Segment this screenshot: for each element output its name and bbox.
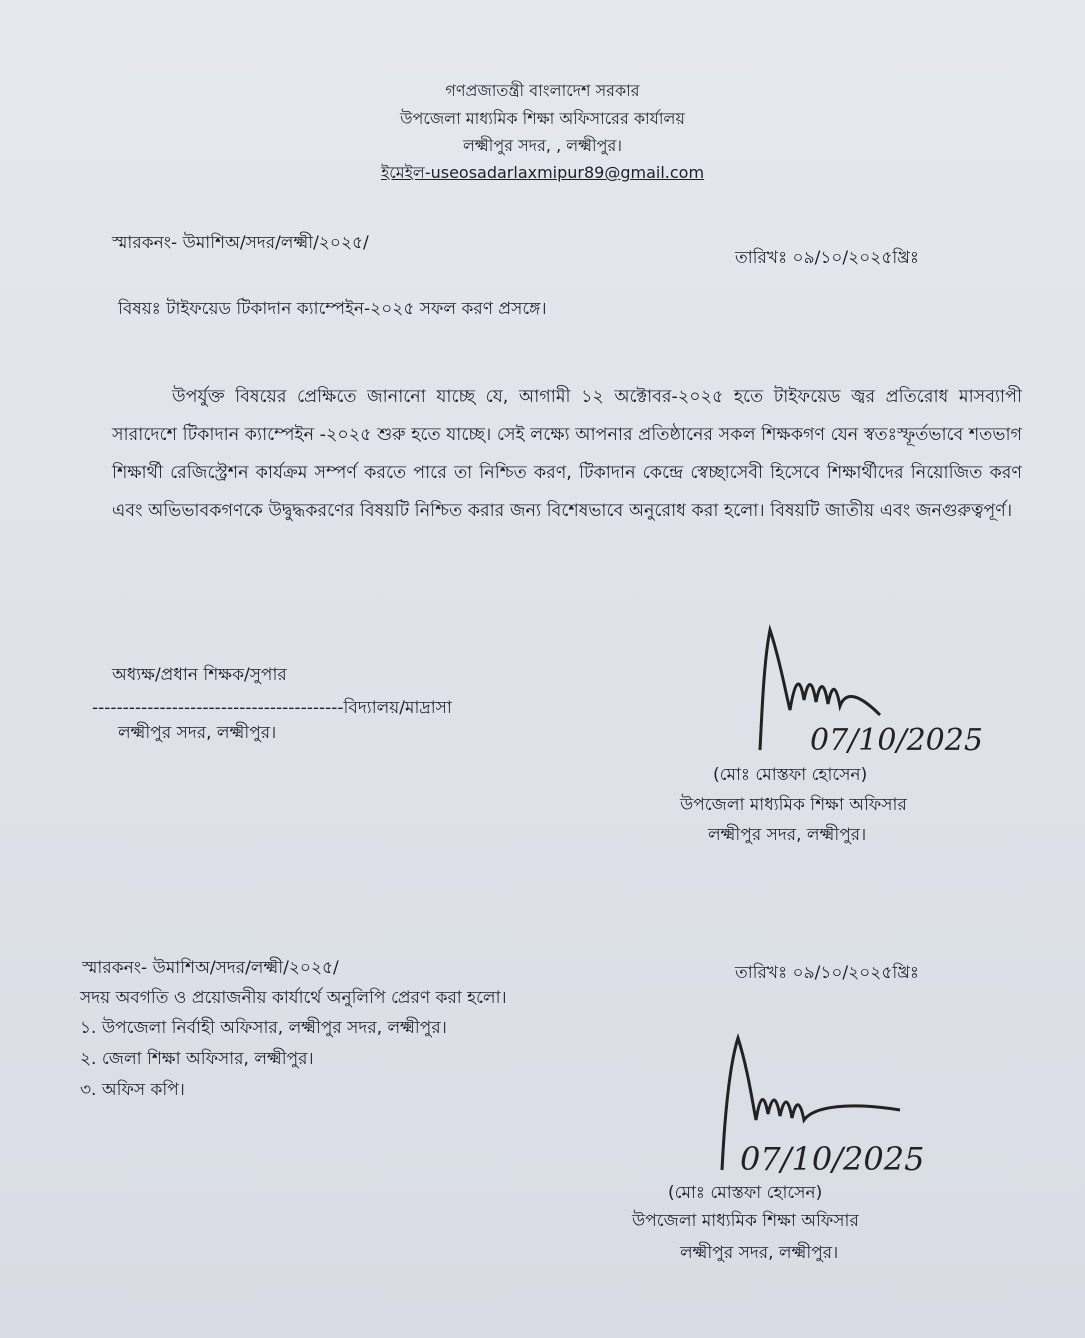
signatory-designation: উপজেলা মাধ্যমিক শিক্ষা অফিসার: [680, 795, 907, 815]
copy-item: ২. জেলা শিক্ষা অফিসার, লক্ষ্মীপুর।: [80, 1049, 314, 1069]
memo-date: তারিখঃ ০৯/১০/২০২৫খ্রিঃ: [735, 248, 919, 268]
header-location: লক্ষ্মীপুর সদর, , লক্ষ্মীপুর।: [462, 136, 623, 155]
copy-reference: স্মারকনং- উমাশিঅ/সদর/লক্ষ্মী/২০২৫/: [82, 958, 339, 978]
memo-reference: স্মারকনং- উমাশিঅ/সদর/লক্ষ্মী/২০২৫/: [112, 233, 369, 253]
recipient-title: অধ্যক্ষ/প্রধান শিক্ষক/সুপার: [112, 665, 287, 685]
svg-text:07/10/2025: 07/10/2025: [810, 723, 983, 758]
copy-intro: সদয় অবগতি ও প্রয়োজনীয় কার্যার্থে অনুলিপি প্রেরণ করা হলো।: [80, 988, 507, 1008]
header-office: উপজেলা মাধ্যমিক শিক্ষা অফিসারের কার্যালয়: [400, 109, 685, 128]
signatory-place: লক্ষ্মীপুর সদর, লক্ষ্মীপুর।: [708, 825, 867, 845]
copy-item: ৩. অফিস কপি।: [80, 1080, 185, 1100]
signatory-name: (মোঃ মোস্তফা হোসেন): [668, 1183, 823, 1203]
svg-text:07/10/2025: 07/10/2025: [740, 1140, 925, 1178]
recipient-institution: -----------------------------------------বিদ্যালয়/মাদ্রাসা: [92, 698, 452, 718]
signatory-place: লক্ষ্মীপুর সদর, লক্ষ্মীপুর।: [680, 1243, 839, 1263]
signatory-designation: উপজেলা মাধ্যমিক শিক্ষা অফিসার: [632, 1211, 859, 1231]
copy-date: তারিখঃ ০৯/১০/২০২৫খ্রিঃ: [735, 963, 919, 983]
header-government: গণপ্রজাতন্ত্রী বাংলাদেশ সরকার: [445, 81, 640, 100]
signature-1: [740, 620, 1020, 760]
signatory-name: (মোঃ মোস্তফা হোসেন): [713, 765, 868, 785]
memo-body: উপর্যুক্ত বিষয়ের প্রেক্ষিতে জানানো যাচ্ছে যে, আগামী ১২ অক্টোবর-২০২৫ হতে টাইফয়েড জ্বর প্রতিরোধ মাসব্যাপী সারাদেশে টিকাদান ক্যাম্পেইন -২০২৫ শুরু হতে যাচ্ছে। সেই লক্ষ্যে আপনার প্রতিষ্ঠানের সকল শিক্ষকগণ যেন স্বতঃস্ফূর্তভাবে শতভাগ শিক্ষার্থী রেজিস্ট্রেশন কার্যক্রম সম্পর্ণ করতে পারে তা নিশ্চিত করণ, টিকাদান কেন্দ্রে স্বেচ্ছাসেবী হিসেবে শিক্ষার্থীদের নিয়োজিত করণ এবং অভিভাবকগণকে উদ্বুদ্ধকরণের বিষয়টি নিশ্চিত করার জন্য বিশেষভাবে অনুরোধ করা হলো। বিষয়টি জাতীয় এবং জনগুরুত্বপূর্ণ।: [112, 387, 1022, 521]
copy-item: ১. উপজেলা নির্বাহী অফিসার, লক্ষ্মীপুর সদর, লক্ষ্মীপুর।: [80, 1018, 447, 1038]
header-email: ইমেইল-useosadarlaxmipur89@gmail.com: [380, 163, 705, 182]
signature-2: [700, 1030, 990, 1180]
memo-subject: বিষয়ঃ টাইফয়েড টিকাদান ক্যাম্পেইন-২০২৫ সফল করণ প্রসঙ্গে।: [118, 299, 547, 319]
recipient-place: লক্ষ্মীপুর সদর, লক্ষ্মীপুর।: [118, 723, 277, 743]
